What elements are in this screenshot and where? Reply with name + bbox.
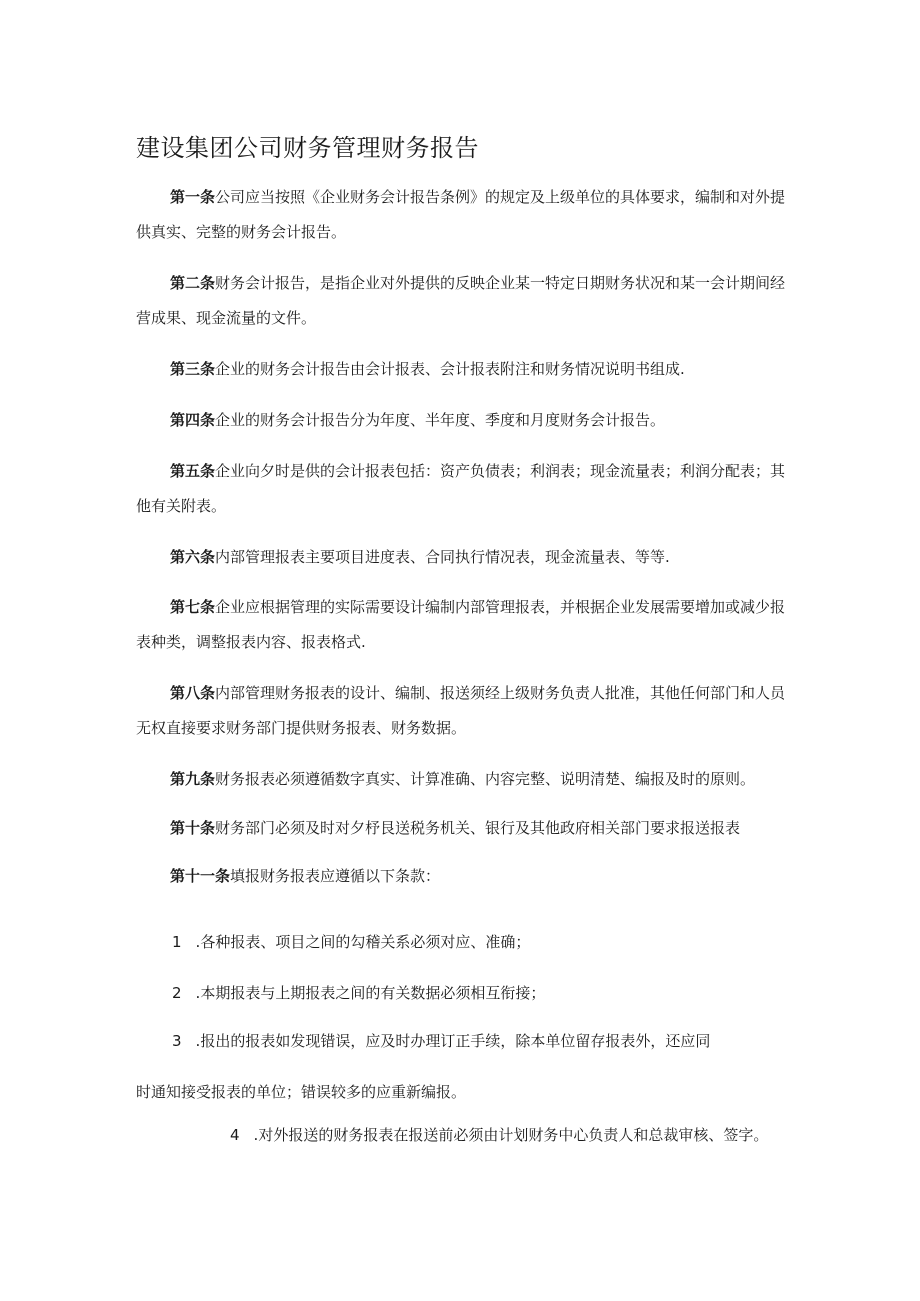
- article-3: [136, 352, 788, 387]
- article-9: [136, 762, 788, 797]
- article-label: 第一条: [170, 188, 216, 206]
- article-label: 第三条: [170, 360, 216, 378]
- article-label: 第八条: [170, 684, 216, 702]
- article-11: [136, 859, 788, 894]
- article-label: 第四条: [170, 411, 216, 429]
- article-label: 第二条: [170, 274, 216, 292]
- article-7: [136, 590, 788, 660]
- page-title: 建设集团公司财务管理财务报告: [136, 134, 479, 162]
- article-10: [136, 811, 788, 846]
- article-text: 公司应当按照《企业财务会计报告条例》的规定及上级单位的具体要求，编制和对外提供真实、完整的财务会计报告。: [136, 188, 786, 241]
- list-item-number: 2: [172, 984, 182, 1002]
- article-text: 填报财务报表应遵循以下条款：: [230, 867, 441, 885]
- article-text: 财务报表必须遵循数字真实、计算准确、内容完整、说明清楚、编报及时的原则。: [215, 770, 756, 788]
- article-label: 第五条: [170, 462, 216, 480]
- list-item-3: [172, 1031, 710, 1051]
- list-item-3-continuation: 时通知接受报表的单位；错误较多的应重新编报。: [136, 1083, 467, 1101]
- article-1: [136, 180, 788, 250]
- list-item-1: [172, 932, 530, 952]
- list-item-4: [230, 1125, 768, 1145]
- article-text: 企业应根据管理的实际需要设计编制内部管理报表，并根据企业发展需要增加或减少报表种类，调整报表内容、报表格式.: [136, 598, 786, 651]
- list-item-text: .各种报表、项目之间的勾稽关系必须对应、准确；: [195, 933, 531, 951]
- list-item-2: [172, 983, 545, 1003]
- article-label: 第七条: [170, 598, 216, 616]
- article-text: 企业向夕时是供的会计报表包括：资产负债表；利润表；现金流量表；利润分配表；其他有关附表。: [136, 462, 786, 515]
- list-item-text: .报出的报表如发现错误，应及时办理订正手续，除本单位留存报表外，还应同: [195, 1032, 711, 1050]
- article-text: 企业的财务会计报告分为年度、半年度、季度和月度财务会计报告。: [215, 411, 666, 429]
- article-2: [136, 266, 788, 336]
- article-8: [136, 676, 788, 746]
- article-label: 第九条: [170, 770, 216, 788]
- article-text: 企业的财务会计报告由会计报表、会计报表附注和财务情况说明书组成.: [215, 360, 685, 378]
- article-text: 内部管理报表主要项目进度表、合同执行情况表，现金流量表、等等.: [215, 548, 670, 566]
- list-item-text: .对外报送的财务报表在报送前必须由计划财务中心负责人和总裁审核、签字。: [253, 1126, 769, 1144]
- list-item-number: 1: [172, 933, 182, 951]
- list-item-number: 3: [172, 1032, 182, 1050]
- article-label: 第十一条: [170, 867, 231, 885]
- list-item-text: .本期报表与上期报表之间的有关数据必须相互衔接；: [195, 984, 546, 1002]
- article-4: [136, 403, 788, 438]
- article-label: 第六条: [170, 548, 216, 566]
- article-5: [136, 454, 788, 524]
- article-text: 财务部门必须及时对夕杼艮送税务机关、银行及其他政府相关部门要求报送报表: [215, 819, 741, 837]
- article-text: 财务会计报告，是指企业对外提供的反映企业某一特定日期财务状况和某一会计期间经营成果、现金流量的文件。: [136, 274, 786, 327]
- article-label: 第十条: [170, 819, 216, 837]
- list-item-number: 4: [230, 1126, 240, 1144]
- article-text: 内部管理财务报表的设计、编制、报送须经上级财务负责人批准，其他任何部门和人员无权直接要求财务部门提供财务报表、财务数据。: [136, 684, 786, 737]
- article-6: [136, 540, 788, 575]
